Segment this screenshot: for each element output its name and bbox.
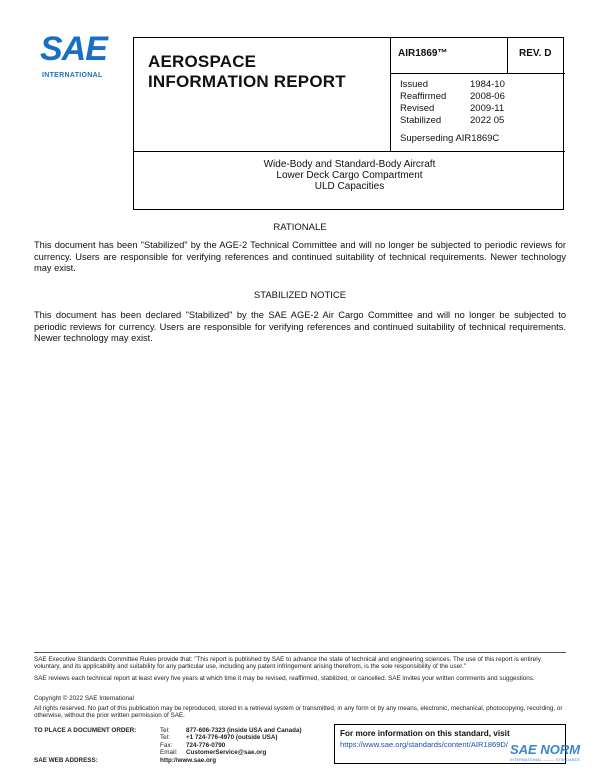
- web-label: SAE WEB ADDRESS:: [34, 757, 98, 764]
- watermark-text: SAE NORM: [510, 742, 581, 757]
- watermark: [510, 742, 600, 776]
- footer-copyright: Copyright © 2022 SAE International: [34, 695, 134, 702]
- document-type-line1: AEROSPACE: [148, 52, 257, 71]
- web-address: http://www.sae.org: [160, 757, 217, 764]
- subtitle-line: Wide-Body and Standard-Body Aircraft: [263, 159, 436, 170]
- footer-rules: SAE Executive Standards Committee Rules provide that: "This report is published by SAE to advance the state of technical and engineering sciences. The use of this report is entirely voluntary, and its applicability and suitability for any particular use, including any patent infringement arising therefrom, is the sole responsibility of the user.": [34, 656, 541, 671]
- contact-row: Email: CustomerService@sae.org: [160, 749, 267, 757]
- logo-mark: SAE: [40, 30, 107, 68]
- rationale-text: This document has been "Stabilized" by the AGE-2 Technical Committee and will no longer be subjected to periodic reviews for currency. Users are responsible for verifying references and continued suitability of technical requirements. Newer technology may exist.: [34, 240, 566, 273]
- document-type-line2: INFORMATION REPORT: [148, 72, 346, 91]
- footer-review: SAE reviews each technical report at least every five years at which time it may be revised, reaffirmed, stabilized, or cancelled. SAE invites your written comments and suggestions.: [34, 675, 535, 682]
- header-box: [133, 37, 564, 210]
- subtitle-line: ULD Capacities: [314, 181, 385, 192]
- contact-row: Fax: 724-776-0790: [160, 741, 226, 749]
- watermark-sub: INTERNATIONAL ——— STANDARDS: [510, 757, 581, 762]
- stabilized-notice-text: This document has been declared "Stabilized" by the SAE AGE-2 Air Cargo Committee and will no longer be subjected to periodic reviews for currency. Users are responsible for verifying references and continued suitability of technical requirements. Newer technology may exist.: [34, 310, 566, 343]
- subtitle-line: Lower Deck Cargo Compartment: [276, 170, 423, 181]
- revision: REV. D: [519, 48, 552, 59]
- date-row-stabilized: Stabilized 2022 05: [400, 115, 505, 126]
- logo-sub: INTERNATIONAL: [42, 72, 103, 79]
- date-list: [400, 79, 560, 127]
- date-row-revised: Revised 2009-11: [400, 103, 505, 114]
- info-box-text: For more information on this standard, visit: [340, 729, 510, 738]
- date-row-reaffirmed: Reaffirmed 2008-06: [400, 91, 505, 102]
- standard-link[interactable]: https://www.sae.org/standards/content/AIR1869D/: [340, 740, 508, 749]
- rationale-heading: RATIONALE: [273, 222, 327, 233]
- document-subtitle: [134, 159, 565, 192]
- superseding: Superseding AIR1869C: [400, 133, 500, 144]
- contact-list: [160, 727, 330, 757]
- sae-logo: [40, 30, 120, 90]
- stabilized-notice-heading: STABILIZED NOTICE: [253, 290, 347, 301]
- date-row-issued: Issued 1984-10: [400, 79, 505, 90]
- document-number: AIR1869™: [398, 48, 448, 59]
- contact-row: Tel: +1 724-776-4970 (outside USA): [160, 734, 278, 742]
- order-label: TO PLACE A DOCUMENT ORDER:: [34, 727, 137, 734]
- footer-rights: All rights reserved. No part of this publication may be reproduced, stored in a retrieval system or transmitted, in any form or by any means, electronic, mechanical, photocopying, recording, or otherwise, without the prior written permission of SAE.: [34, 705, 563, 720]
- contact-row: Tel: 877-606-7323 (inside USA and Canada): [160, 727, 302, 734]
- footer-divider: [34, 652, 566, 653]
